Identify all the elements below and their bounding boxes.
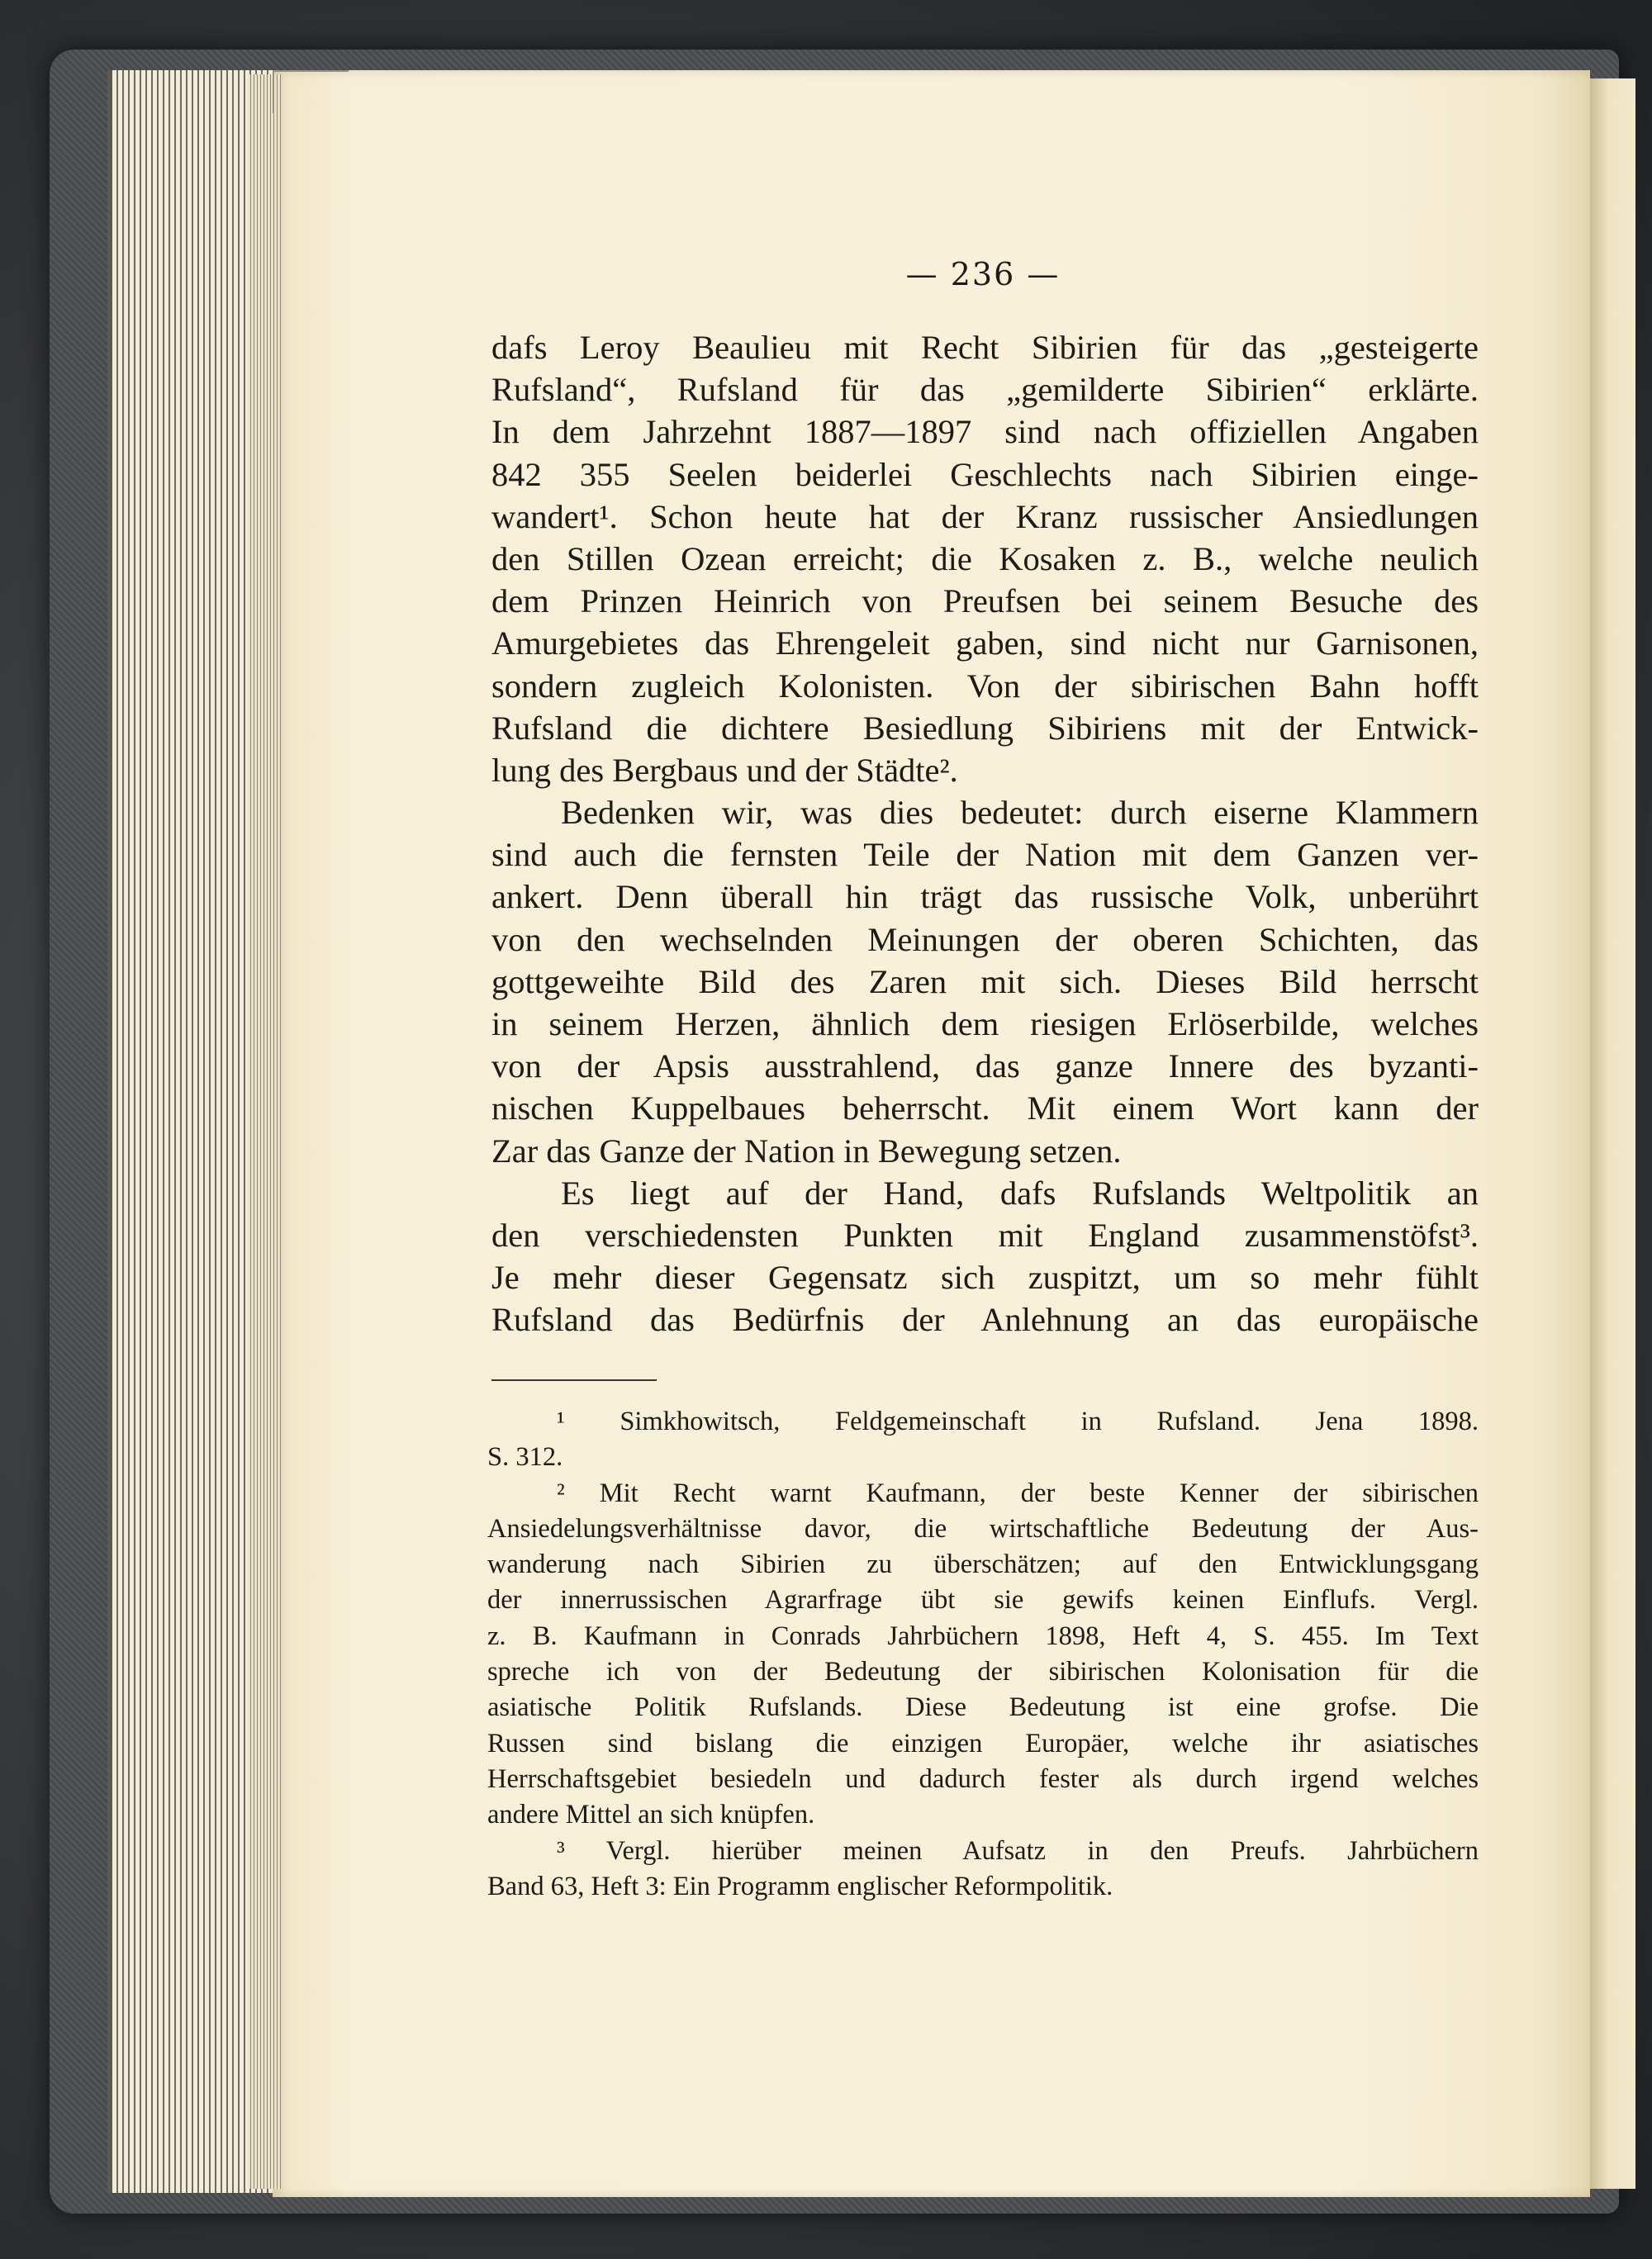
- body-line: ankert. Denn überall hin trägt das russische Volk, unberührt: [491, 878, 1479, 916]
- body-line: gottgeweihte Bild des Zaren mit sich. Dieses Bild herrscht: [491, 962, 1479, 1000]
- body-line: Es liegt auf der Hand, dafs Rufslands Weltpolitik an: [561, 1174, 1479, 1212]
- footnote-line: spreche ich von der Bedeutung der sibirischen Kolonisation für die: [487, 1657, 1479, 1687]
- footnote-line: ¹ Simkhowitsch, Feldgemeinschaft in Rufsland. Jena 1898.: [557, 1407, 1479, 1436]
- footnote-line: ³ Vergl. hierüber meinen Aufsatz in den Preufs. Jahrbüchern: [557, 1835, 1479, 1866]
- body-line: Amurgebietes das Ehrengeleit gaben, sind nicht nur Garnisonen,: [491, 624, 1479, 662]
- body-line: sondern zugleich Kolonisten. Von der sibirischen Bahn hofft: [491, 667, 1479, 705]
- body-line: dem Prinzen Heinrich von Preufsen bei seinem Besuche des: [491, 582, 1479, 620]
- page-number: — 236 —: [905, 256, 1061, 292]
- body-line: von der Apsis ausstrahlend, das ganze Innere des byzanti-: [491, 1047, 1479, 1085]
- body-line: Zar das Ganze der Nation in Bewegung setzen.: [491, 1132, 1122, 1170]
- footnote-rule: [491, 1379, 657, 1381]
- page-edges-inner: [248, 74, 281, 2189]
- body-line: wandert¹. Schon heute hat der Kranz russischer Ansiedlungen: [491, 497, 1479, 535]
- body-line: Rufsland die dichtere Besiedlung Sibiriens mit der Entwick-: [491, 709, 1479, 747]
- body-line: Rufsland“, Rufsland für das „gemilderte Sibirien“ erklärte.: [491, 371, 1479, 409]
- body-line: dafs Leroy Beaulieu mit Recht Sibirien für das „gesteigerte: [491, 329, 1479, 366]
- footnote-line: ² Mit Recht warnt Kaufmann, der beste Kenner der sibirischen: [557, 1478, 1479, 1508]
- footnote-line: S. 312.: [487, 1442, 563, 1473]
- body-line: den verschiedensten Punkten mit England zusammenstöfst³.: [491, 1216, 1479, 1254]
- body-line: lung des Bergbaus und der Städte².: [491, 751, 958, 789]
- page-corner: [273, 70, 349, 113]
- footnote-line: andere Mittel an sich knüpfen.: [487, 1800, 815, 1830]
- body-text: [491, 326, 1479, 1341]
- footnote-line: Ansiedelungsverhältnisse davor, die wirtschaftliche Bedeutung der Aus-: [487, 1513, 1479, 1544]
- body-line: 842 355 Seelen beiderlei Geschlechts nach Sibirien einge-: [491, 455, 1479, 493]
- footnotes: [487, 1404, 1479, 1905]
- body-line: Bedenken wir, was dies bedeutet: durch eiserne Klammern: [561, 794, 1479, 832]
- body-line: Rufsland das Bedürfnis der Anlehnung an das europäische: [491, 1301, 1479, 1339]
- body-line: sind auch die fernsten Teile der Nation mit dem Ganzen ver-: [491, 836, 1479, 874]
- body-line: von den wechselnden Meinungen der oberen Schichten, das: [491, 920, 1479, 958]
- body-line: den Stillen Ozean erreicht; die Kosaken z. B., welche neulich: [491, 539, 1479, 577]
- footnote-line: wanderung nach Sibirien zu überschätzen; auf den Entwicklungsgang: [487, 1550, 1479, 1580]
- body-line: In dem Jahrzehnt 1887—1897 sind nach offiziellen Angaben: [491, 413, 1479, 451]
- next-page-edge: [1590, 78, 1635, 2189]
- footnote-line: Band 63, Heft 3: Ein Programm englischer Reformpolitik.: [487, 1871, 1113, 1901]
- footnote-line: asiatische Politik Rufslands. Diese Bedeutung ist eine grofse. Die: [487, 1692, 1479, 1723]
- body-line: nischen Kuppelbaues beherrscht. Mit einem Wort kann der: [491, 1089, 1479, 1127]
- footnote-line: Herrschaftsgebiet besiedeln und dadurch fester als durch irgend welches: [487, 1763, 1479, 1794]
- body-line: Je mehr dieser Gegensatz sich zuspitzt, um so mehr fühlt: [491, 1259, 1479, 1297]
- footnote-line: Russen sind bislang die einzigen Europäer, welche ihr asiatisches: [487, 1728, 1479, 1758]
- footnote-line: z. B. Kaufmann in Conrads Jahrbüchern 1898, Heft 4, S. 455. Im Text: [487, 1621, 1479, 1651]
- footnote-line: der innerrussischen Agrarfrage übt sie gewifs keinen Einflufs. Vergl.: [487, 1585, 1479, 1616]
- body-line: in seinem Herzen, ähnlich dem riesigen Erlöserbilde, welches: [491, 1005, 1479, 1042]
